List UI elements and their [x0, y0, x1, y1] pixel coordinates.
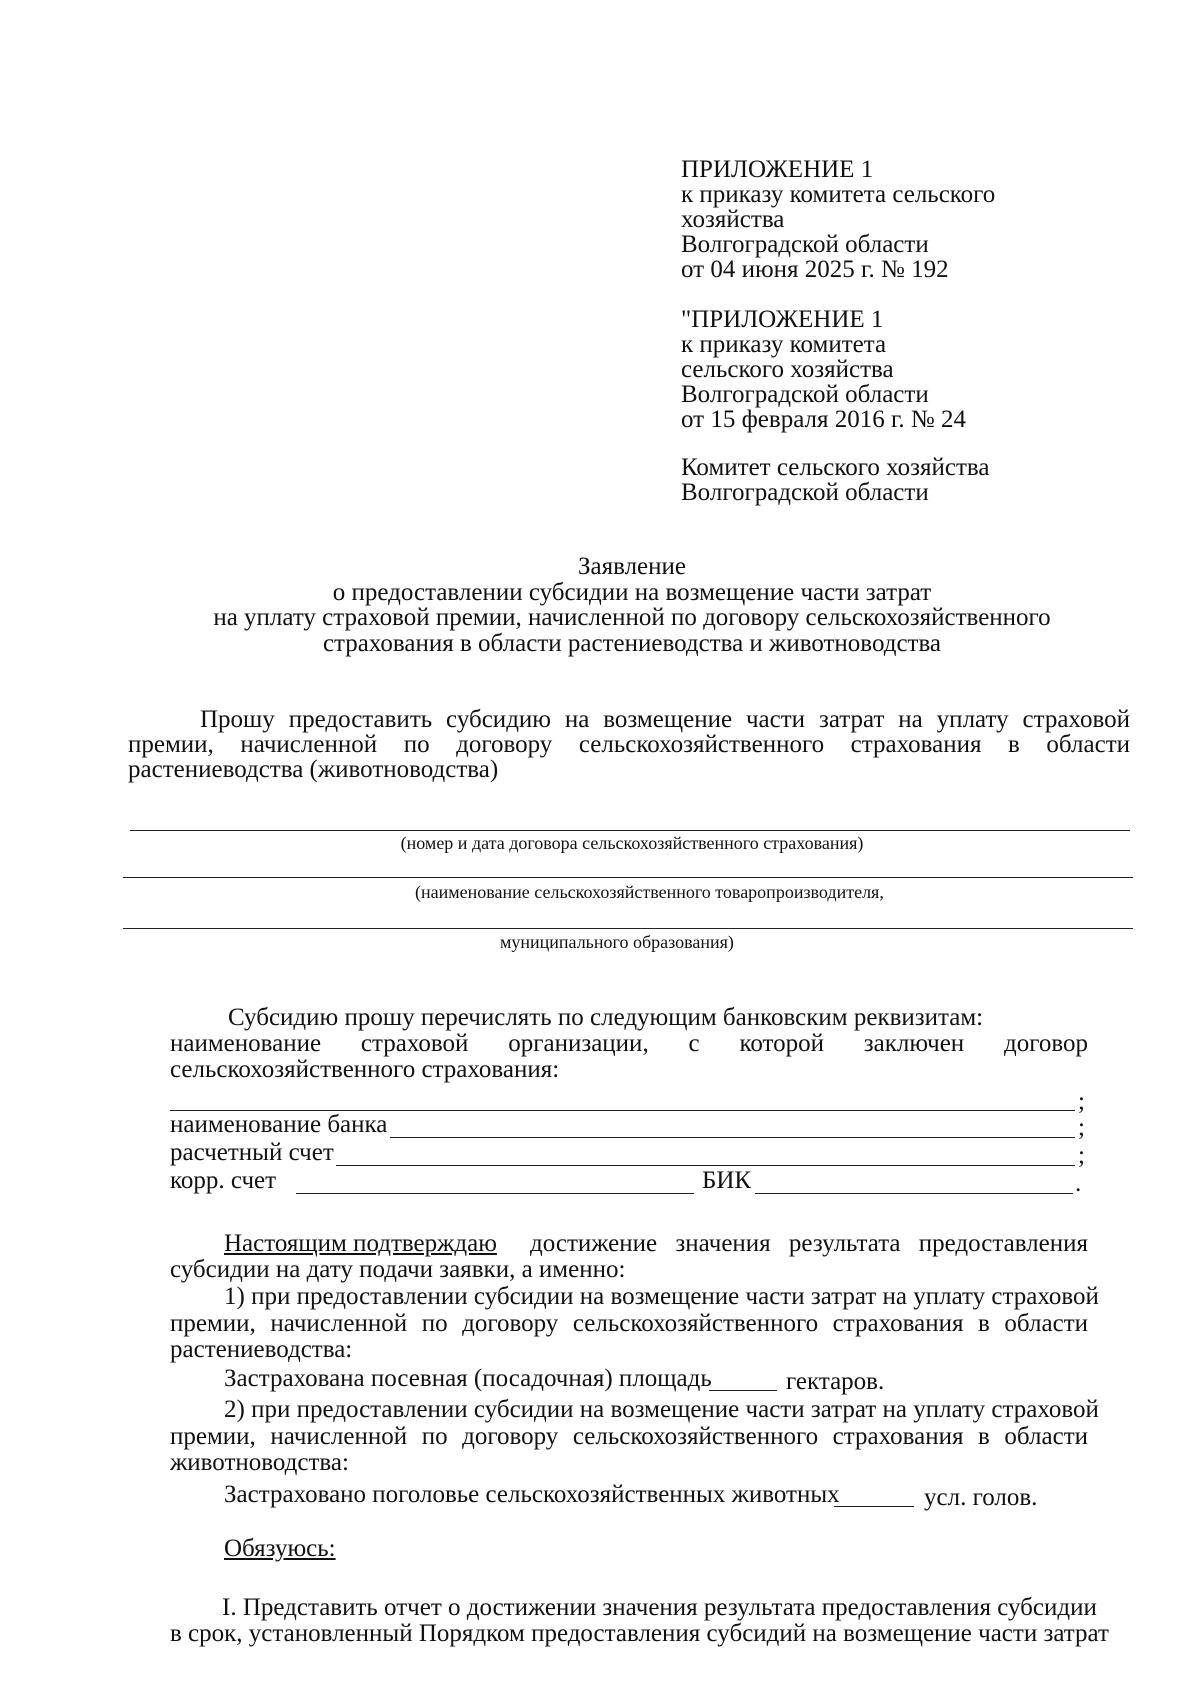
header-line: хозяйства: [681, 206, 785, 233]
account-field-line: [336, 1165, 1075, 1166]
contract-caption: (номер и дата договора сельскохозяйственного страхования): [400, 833, 864, 853]
header-line: "ПРИЛОЖЕНИЕ 1: [681, 306, 884, 333]
semicolon: ;: [1078, 1088, 1085, 1115]
request-text: премии, начисленной по договору сельскохозяйственного страхования в области: [128, 731, 1130, 758]
period: .: [1075, 1170, 1082, 1197]
oblige-heading-text: Обязуюсь:: [224, 1535, 336, 1562]
item2-text: 2) при предоставлении субсидии на возмещение части затрат на уплату страховой: [224, 1396, 1099, 1423]
header-line: от 15 февраля 2016 г. № 24: [681, 406, 967, 433]
item2-text: премии, начисленной по договору сельскохозяйственного страхования в области: [170, 1423, 1088, 1450]
header-line: сельского хозяйства: [681, 356, 894, 383]
item1-text: 1) при предоставлении субсидии на возмещение части затрат на уплату страховой: [224, 1283, 1099, 1310]
confirm-underlined: [224, 1230, 497, 1258]
item1-text: премии, начисленной по договору сельскохозяйственного страхования в области: [170, 1310, 1088, 1337]
item1-text: растениеводства:: [170, 1336, 353, 1363]
addressee-line: Волгоградской области: [681, 479, 929, 506]
addressee: [681, 455, 989, 505]
insurer-label: наименование страховой организации, с которой заключен договор: [170, 1030, 1088, 1057]
header-line: ПРИЛОЖЕНИЕ 1: [681, 156, 874, 183]
bank-name-field-line: [390, 1137, 1075, 1138]
bank-intro: Субсидию прошу перечислять по следующим банковским реквизитам:: [228, 1004, 984, 1031]
account-label: расчетный счет: [170, 1139, 334, 1166]
producer-caption: (наименование сельскохозяйственного товаропроизводителя,: [415, 882, 884, 902]
oblige-text: в срок, установленный Порядком предоставления субсидий на возмещение части затрат: [170, 1620, 1109, 1647]
bank-name-label: наименование банка: [170, 1111, 388, 1138]
addressee-line: Комитет сельского хозяйства: [681, 454, 990, 481]
header-line: к приказу комитета: [681, 331, 887, 358]
appendix-header-current: [681, 157, 995, 282]
oblige-text: I. Представить отчет о достижении значения результата предоставления субсидии: [222, 1594, 1097, 1621]
producer-field-line: [123, 877, 1133, 878]
municipality-field-line: [123, 928, 1133, 929]
municipality-caption: муниципального образования): [500, 932, 734, 952]
title-line: о предоставлении субсидии на возмещение части затрат: [332, 579, 932, 606]
request-text: растениеводства (животноводства): [128, 756, 499, 783]
livestock-label: Застраховано поголовье сельскохозяйственных животных: [224, 1481, 840, 1508]
header-line: от 04 июня 2025 г. № 192: [681, 256, 949, 283]
area-unit: гектаров.: [786, 1368, 885, 1395]
confirm-text: достижение значения результата предоставления: [530, 1230, 1088, 1257]
title-line: страхования в области растениеводства и животноводства: [322, 630, 942, 657]
livestock-unit: усл. голов.: [924, 1484, 1038, 1511]
confirm-text: субсидии на дату подачи заявки, а именно:: [170, 1256, 626, 1283]
semicolon: ;: [1078, 1114, 1085, 1141]
document-title: Заявление: [577, 553, 687, 580]
header-line: к приказу комитета сельского: [681, 181, 996, 208]
semicolon: ;: [1078, 1142, 1085, 1169]
bik-label: БИК: [702, 1167, 752, 1194]
contract-field-line: [130, 830, 1130, 831]
livestock-field-line: [834, 1506, 914, 1507]
appendix-header-original: [681, 307, 966, 432]
corr-account-label: корр. счет: [170, 1167, 277, 1194]
request-text: Прошу предоставить субсидию на возмещение части затрат на уплату страховой: [200, 706, 1130, 733]
bik-field-line: [755, 1193, 1073, 1194]
header-line: Волгоградской области: [681, 231, 929, 258]
area-label: Застрахована посевная (посадочная) площадь: [224, 1365, 712, 1392]
header-line: Волгоградской области: [681, 381, 929, 408]
area-field-line: [709, 1390, 777, 1391]
corr-account-field-line: [296, 1193, 694, 1194]
insurer-label: сельскохозяйственного страхования:: [170, 1056, 560, 1083]
title-line: на уплату страховой премии, начисленной по договору сельскохозяйственного: [213, 604, 1051, 631]
item2-text: животноводства:: [170, 1449, 349, 1476]
confirm-underlined-text: Настоящим подтверждаю: [224, 1230, 497, 1257]
oblige-heading: [224, 1535, 336, 1563]
